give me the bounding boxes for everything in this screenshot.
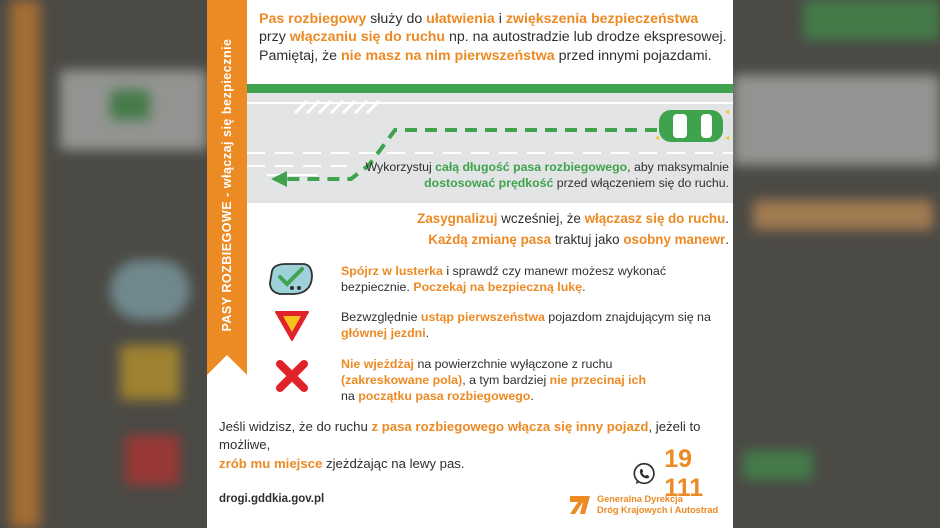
logo-line-2: Dróg Krajowych i Autostrad: [597, 505, 719, 515]
infographic-card: [207, 0, 733, 528]
road-caption: Wykorzystuj całą długość pasa rozbiegowego, aby maksymalnie dostosować prędkość przed włączeniem się do ruchu.: [365, 160, 729, 190]
red-cross-icon: [276, 360, 308, 392]
logo-line-1: Generalna Dyrekcja: [597, 494, 683, 504]
background-left: [0, 0, 207, 528]
hotline[interactable]: [632, 445, 733, 502]
intro-paragraph: Pas rozbiegowy służy do ułatwienia i zwiększenia bezpieczeństwa przy włączaniu się do ruchu np. na autostradzie lub drodze ekspresowej. Pamiętaj, że nie masz na nim pierwszeństwa przed innymi pojazdami.: [259, 11, 727, 64]
yield-sign-icon: [274, 310, 310, 342]
gddkia-logo: [569, 494, 718, 516]
make-room-paragraph: Jeśli widzisz, że do ruchu z pasa rozbiegowego włącza się inny pojazd, jeżeli to możliwe, zrób mu miejsce zjeżdżając na lewy pas.: [219, 419, 701, 471]
whatsapp-phone-icon: [632, 461, 656, 487]
rule-yield-text: Bezwzględnie ustąp pierwszeństwa pojazdom znajdującym się na głównej jezdni.: [341, 310, 711, 340]
website-link[interactable]: drogi.gddkia.gov.pl: [219, 493, 325, 505]
hotline-number: 19 111: [664, 445, 704, 502]
mirror-check-icon: [268, 261, 314, 297]
gddkia-logo-text: [597, 494, 718, 516]
side-banner-text: PASY ROZBIEGOWE - włączaj się bezpiecznie: [220, 38, 234, 332]
main-road-green-strip: [247, 84, 733, 93]
rule-mirror-text: Spójrz w lusterka i sprawdź czy manewr możesz wykonać bezpiecznie. Poczekaj na bezpieczną lukę.: [341, 264, 667, 294]
background-right: [733, 0, 940, 528]
car-icon: [653, 106, 731, 146]
rule-hatched-text: Nie wjeżdżaj na powierzchnie wyłączone z ruchu (zakreskowane pola), a tym bardziej nie przecinaj ich na początku pasa rozbiegowego.: [341, 357, 647, 403]
gddkia-logo-icon: [569, 495, 591, 515]
signal-instructions: Zasygnalizuj wcześniej, że włączasz się do ruchu. Każdą zmianę pasa traktuj jako osobny manewr.: [417, 211, 729, 247]
